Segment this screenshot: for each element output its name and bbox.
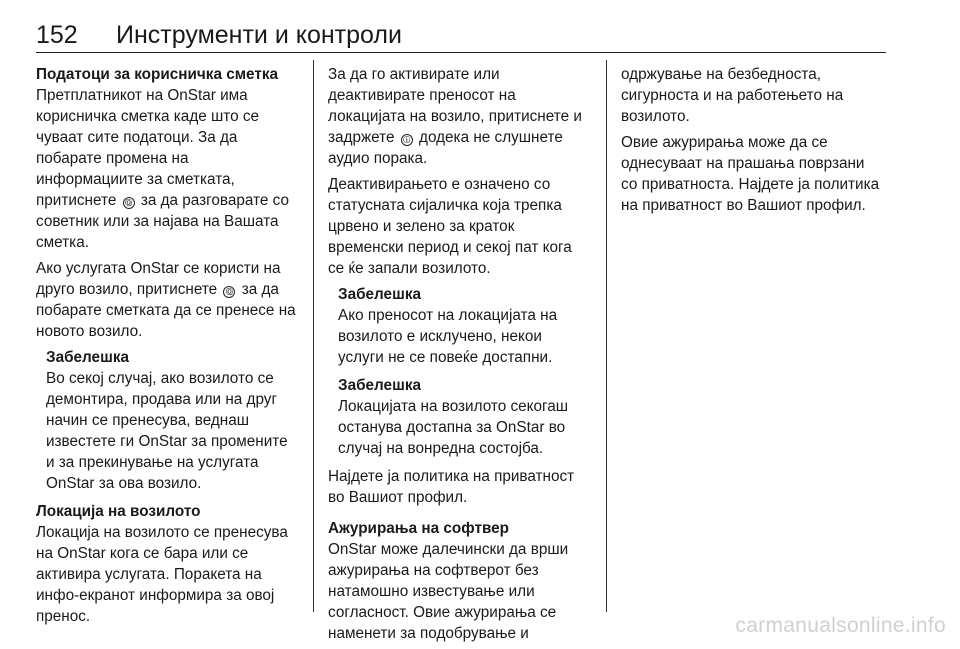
paragraph-account-info: Претплатникот на OnStar има корисничка сметка каде што се чуваат сите податоци. За да побарате промена на информациите за сметката, притиснете Ⓞ за да разговарате со советник или за најава на Вашата сметка. bbox=[36, 87, 289, 251]
note-body: Локацијата на возилото секогаш останува достапна за OnStar во случај на вонредна состојба. bbox=[338, 398, 569, 457]
paragraph-location-toggle: За да го активирате или деактивирате преносот на локацијата на возило, притиснете и задржете ⓘ додека не слушнете аудио порака. bbox=[328, 66, 582, 167]
paragraph-software: OnStar може далечински да врши ажурирања на софтверот без натамошно известување или согласност. Овие ажурирања се наменети за подобрување и bbox=[328, 541, 569, 642]
column-2 bbox=[328, 64, 590, 649]
column-divider-1 bbox=[313, 60, 314, 612]
page-title: Инструменти и контроли bbox=[116, 21, 402, 49]
note-body: Во секој случај, ако возилото се демонтира, продава или на друг начин се пренесува, веднаш известете ги OnStar за промените и за прекинување на услугата OnStar за ова возило. bbox=[46, 370, 288, 492]
note-body: Ако преносот на локацијата на возилото е исклучено, некои услуги не се повеќе достапни. bbox=[338, 307, 558, 366]
column-3 bbox=[621, 64, 883, 221]
paragraph-privacy: Најдете ја политика на приватност во Вашиот профил. bbox=[328, 468, 575, 506]
page-header bbox=[36, 20, 886, 53]
section-heading-software: Ажурирања на софтвер bbox=[328, 520, 509, 537]
privacy-button-icon: ⓘ bbox=[401, 134, 413, 146]
watermark: carmanualsonline.info bbox=[735, 614, 946, 637]
section-heading-location: Локација на возилото bbox=[36, 503, 201, 520]
paragraph-account-transfer: Ако услугата OnStar се користи на друго возило, притиснете Ⓞ за да побарате сметката да се пренесе на новото возило. bbox=[36, 260, 296, 340]
page-number: 152 bbox=[36, 21, 78, 49]
column-1 bbox=[36, 64, 298, 632]
onstar-button-icon: Ⓞ bbox=[123, 197, 135, 209]
column-divider-2 bbox=[606, 60, 607, 612]
paragraph-software-cont: одржување на безбедноста, сигурноста и на работењето на возилото. bbox=[621, 66, 844, 125]
note-title: Забелешка bbox=[46, 349, 129, 366]
paragraph-location: Локација на возилото се пренесува на OnStar кога се бара или се активира услугата. Поракета на инфо-екранот информира за овој пренос. bbox=[36, 524, 288, 625]
note-block bbox=[46, 347, 298, 494]
onstar-button-icon: Ⓞ bbox=[223, 286, 235, 298]
paragraph-deactivation: Деактивирањето е означено со статусната сијаличка која трепка црвено и зелено за краток временски период и секој пат кога се ќе запали возилото. bbox=[328, 176, 572, 277]
note-block bbox=[338, 284, 590, 368]
note-title: Забелешка bbox=[338, 377, 421, 394]
note-title: Забелешка bbox=[338, 286, 421, 303]
section-heading-account: Податоци за корисничка сметка bbox=[36, 66, 278, 83]
paragraph-software-privacy: Овие ажурирања може да се однесуваат на прашања поврзани со приватноста. Најдете ја политика на приватност во Вашиот профил. bbox=[621, 134, 880, 214]
note-block bbox=[338, 375, 590, 459]
